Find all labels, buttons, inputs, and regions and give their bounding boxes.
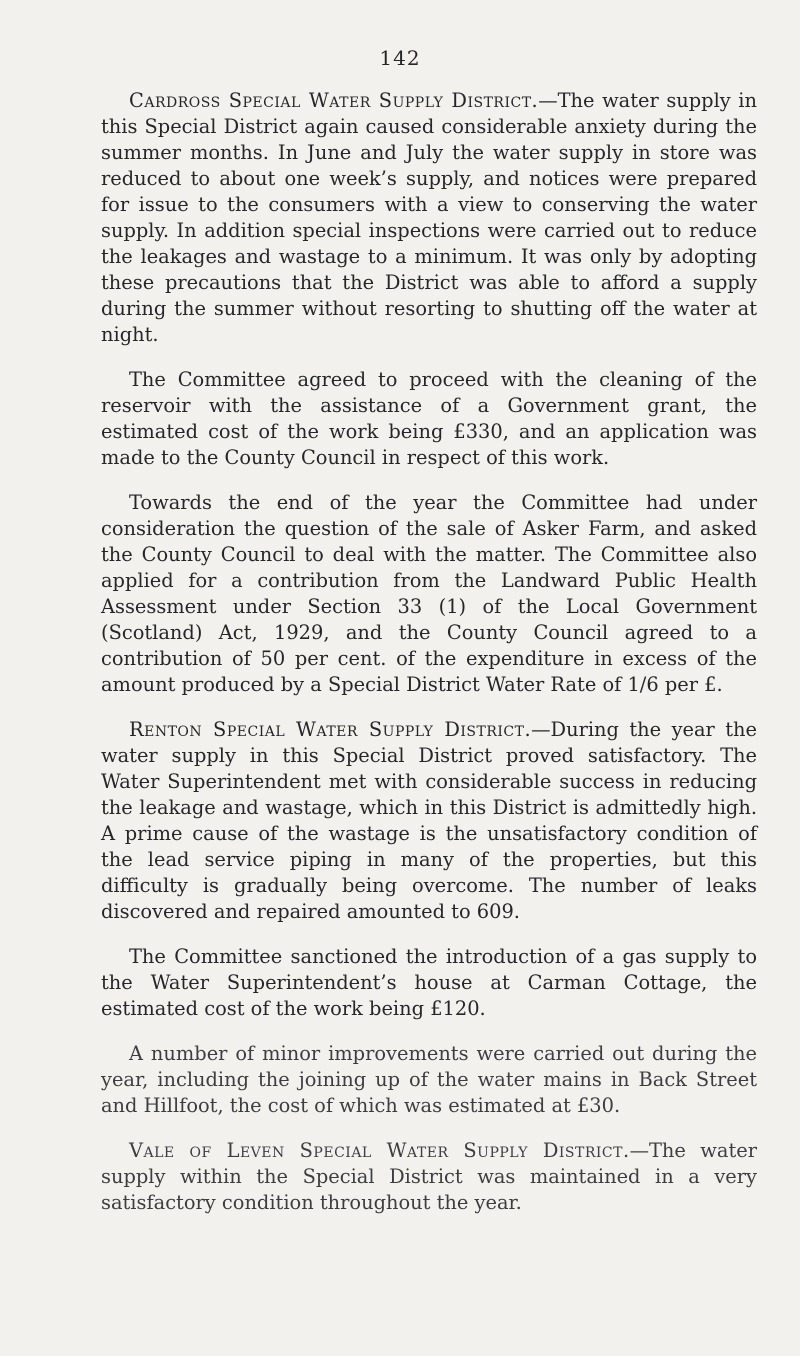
cardross-intro-paragraph — [101, 88, 757, 348]
vale-of-leven-text: —The water supply within the Special District was maintained in a very satisfactory condition throughout the year. — [101, 1139, 757, 1214]
cardross-asker-farm-paragraph: Towards the end of the year the Committee had under consideration the question of the sale of Asker Farm, and asked the County Council to deal with the matter. The Committee also applied for a contribution from the Landward Public Health Assessment under Section 33 (1) of the Local Government (Scotland) Act, 1929, and the County Council agreed to a contribution of 50 per cent. of the expenditure in excess of the amount produced by a Special District Water Rate of 1/6 per £. — [101, 491, 757, 696]
vale-of-leven-section-heading: Vale of Leven Special Water Supply District. — [129, 1139, 630, 1162]
document-body — [101, 88, 757, 1235]
renton-intro-paragraph — [101, 717, 757, 925]
renton-gas-supply-paragraph: The Committee sanctioned the introduction of a gas supply to the Water Superintendent’s house at Carman Cottage, the estimated cost of the work being £120. — [101, 945, 757, 1020]
cardross-section-heading: Cardross Special Water Supply District. — [129, 89, 539, 112]
cardross-intro-text: —The water supply in this Special District again caused considerable anxiety during the summer months. In June and July the water supply in store was reduced to about one week’s supply, and notices were prepared for issue to the consumers with a view to conserving the water supply. In addition special inspections were carried out to reduce the leakages and wastage to a minimum. It was only by adopting these precautions that the District was able to afford a supply during the summer without resorting to shutting off the water at night. — [101, 89, 757, 346]
renton-section-heading: Renton Special Water Supply District. — [129, 718, 532, 741]
vale-of-leven-paragraph — [101, 1138, 757, 1216]
renton-improvements-paragraph: A number of minor improvements were carried out during the year, including the joining up of the water mains in Back Street and Hillfoot, the cost of which was estimated at £30. — [101, 1042, 757, 1117]
renton-intro-text: —During the year the water supply in this Special District proved satisfactory. The Water Superintendent met with considerable success in reducing the leakage and wastage, which in this District is admittedly high. A prime cause of the wastage is the unsatisfactory condition of the lead service piping in many of the properties, but this difficulty is gradually being overcome. The number of leaks discovered and repaired amounted to 609. — [101, 718, 758, 923]
cardross-reservoir-paragraph: The Committee agreed to proceed with the cleaning of the reservoir with the assistance of a Government grant, the estimated cost of the work being £330, and an application was made to the County Council in respect of this work. — [101, 368, 757, 469]
page-number: 142 — [379, 46, 421, 70]
